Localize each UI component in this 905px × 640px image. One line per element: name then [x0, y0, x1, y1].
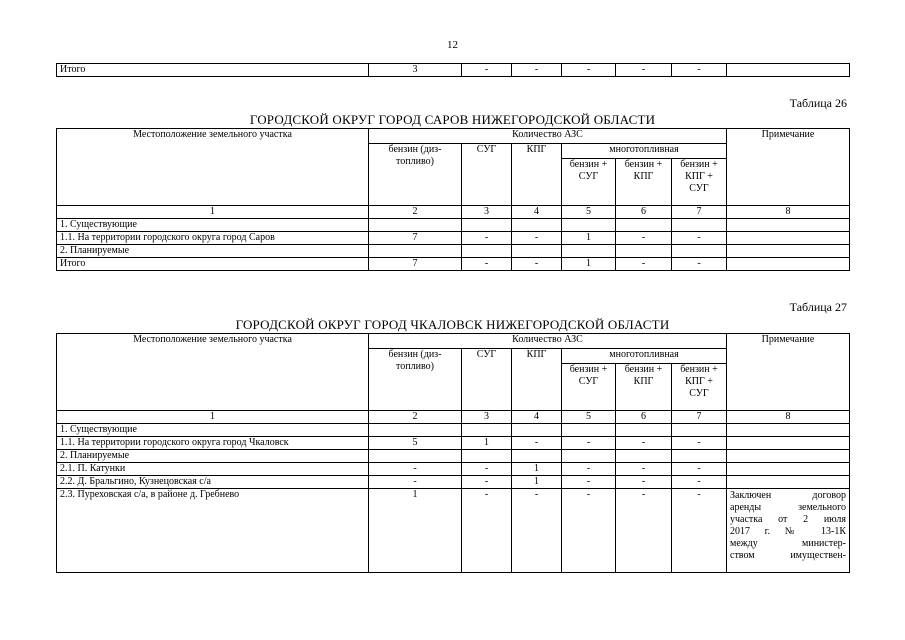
note-line: между министер- [730, 538, 846, 549]
cell: - [462, 476, 512, 489]
cell: - [672, 232, 727, 245]
cell [462, 219, 512, 232]
cell [512, 245, 562, 258]
header-note: Примечание [727, 129, 850, 206]
table-row [57, 476, 850, 489]
cell [512, 219, 562, 232]
cell: - [512, 489, 562, 573]
table-row [57, 437, 850, 450]
cell: - [672, 476, 727, 489]
cell: - [616, 437, 672, 450]
cell [727, 258, 850, 271]
header-petrol: бензин (диз-топливо) [369, 144, 462, 206]
column-number: 8 [727, 206, 850, 219]
cell [672, 219, 727, 232]
cell: 1 [512, 463, 562, 476]
cell: 1 [562, 258, 616, 271]
column-number: 7 [672, 206, 727, 219]
cell [616, 245, 672, 258]
cell [727, 64, 850, 77]
table-row [57, 424, 850, 437]
cell [369, 424, 462, 437]
cell: - [512, 232, 562, 245]
cell [672, 450, 727, 463]
cell [727, 450, 850, 463]
cell: 7 [369, 232, 462, 245]
header-sug: СУГ [462, 349, 512, 411]
cell [727, 424, 850, 437]
cell [512, 424, 562, 437]
row-label: 1.1. На территории городского округа город Чкаловск [57, 437, 369, 450]
table-26-caption: Таблица 26 [789, 96, 847, 110]
cell: - [616, 232, 672, 245]
cell: - [512, 437, 562, 450]
table-26 [56, 128, 850, 271]
cell: - [672, 437, 727, 450]
column-number: 6 [616, 206, 672, 219]
cell [462, 424, 512, 437]
cell: - [616, 463, 672, 476]
table-row [57, 232, 850, 245]
column-number: 3 [462, 206, 512, 219]
cell: - [562, 437, 616, 450]
cell [369, 219, 462, 232]
header-multi-b: бензин + КПГ [616, 364, 672, 411]
cell: - [512, 64, 562, 77]
header-petrol: бензин (диз-топливо) [369, 349, 462, 411]
table-27-title: ГОРОДСКОЙ ОКРУГ ГОРОД ЧКАЛОВСК НИЖЕГОРОДСКОЙ ОБЛАСТИ [235, 317, 670, 332]
table-row [57, 245, 850, 258]
column-number: 4 [512, 206, 562, 219]
cell [672, 424, 727, 437]
header-count: Количество АЗС [369, 129, 727, 144]
cell [727, 232, 850, 245]
cell: - [616, 64, 672, 77]
cell: 5 [369, 437, 462, 450]
cell [727, 463, 850, 476]
note-line: ством имуществен- [730, 550, 846, 561]
header-row [57, 129, 850, 144]
cell [727, 219, 850, 232]
cell: 3 [369, 64, 462, 77]
cell [562, 450, 616, 463]
header-multi-c: бензин + КПГ + СУГ [672, 159, 727, 206]
cell [369, 245, 462, 258]
row-label: 1. Существующие [57, 424, 369, 437]
cell: - [462, 232, 512, 245]
row-label: 2. Планируемые [57, 450, 369, 463]
header-location: Местоположение земельного участка [57, 129, 369, 206]
column-numbers-row [57, 411, 850, 424]
column-number: 1 [57, 206, 369, 219]
cell: - [562, 489, 616, 573]
cell: - [462, 258, 512, 271]
header-multi-a: бензин + СУГ [562, 364, 616, 411]
column-number: 1 [57, 411, 369, 424]
header-row [57, 334, 850, 349]
cell: - [616, 476, 672, 489]
header-count: Количество АЗС [369, 334, 727, 349]
cell [462, 245, 512, 258]
cell: - [562, 463, 616, 476]
column-number: 8 [727, 411, 850, 424]
table-row [57, 463, 850, 476]
row-label: 2.1. П. Катунки [57, 463, 369, 476]
cell [616, 219, 672, 232]
cell: - [562, 64, 616, 77]
header-kpg: КПГ [512, 144, 562, 206]
header-multi: многотопливная [562, 349, 727, 364]
column-number: 2 [369, 206, 462, 219]
table-row [57, 450, 850, 463]
cell: - [462, 64, 512, 77]
cell [562, 219, 616, 232]
header-multi-c: бензин + КПГ + СУГ [672, 364, 727, 411]
table-row [57, 64, 850, 77]
note-line: 2017 г. № 13-1К [730, 526, 846, 537]
row-label: Итого [57, 258, 369, 271]
cell: 1 [512, 476, 562, 489]
column-number: 5 [562, 206, 616, 219]
table-26-title: ГОРОДСКОЙ ОКРУГ ГОРОД САРОВ НИЖЕГОРОДСКОЙ ОБЛАСТИ [249, 112, 656, 127]
cell [616, 424, 672, 437]
cell [672, 245, 727, 258]
cell [727, 476, 850, 489]
row-label: Итого [57, 64, 369, 77]
cell: 1 [369, 489, 462, 573]
header-kpg: КПГ [512, 349, 562, 411]
column-number: 3 [462, 411, 512, 424]
cell [616, 450, 672, 463]
cell: - [369, 463, 462, 476]
cell: - [462, 489, 512, 573]
column-number: 6 [616, 411, 672, 424]
cell: - [672, 258, 727, 271]
header-location: Местоположение земельного участка [57, 334, 369, 411]
cell: - [562, 476, 616, 489]
cell: - [672, 64, 727, 77]
cell: - [616, 489, 672, 573]
cell: - [616, 258, 672, 271]
cell [462, 450, 512, 463]
top-total-table [56, 63, 850, 77]
cell [562, 245, 616, 258]
cell: 1 [462, 437, 512, 450]
column-number: 4 [512, 411, 562, 424]
cell: - [672, 463, 727, 476]
note-cell [727, 489, 850, 573]
cell [369, 450, 462, 463]
row-label: 1. Существующие [57, 219, 369, 232]
cell: - [512, 258, 562, 271]
row-label: 1.1. На территории городского округа город Саров [57, 232, 369, 245]
cell [727, 245, 850, 258]
cell: 1 [562, 232, 616, 245]
cell [562, 424, 616, 437]
cell [512, 450, 562, 463]
table-row [57, 258, 850, 271]
table-row [57, 219, 850, 232]
column-number: 5 [562, 411, 616, 424]
cell: - [462, 463, 512, 476]
column-number: 7 [672, 411, 727, 424]
cell: - [369, 476, 462, 489]
row-label: 2. Планируемые [57, 245, 369, 258]
header-multi-a: бензин + СУГ [562, 159, 616, 206]
cell: 7 [369, 258, 462, 271]
header-sug: СУГ [462, 144, 512, 206]
header-note: Примечание [727, 334, 850, 411]
column-number: 2 [369, 411, 462, 424]
cell [727, 437, 850, 450]
page-number: 12 [447, 39, 458, 51]
note-line: Заключен договор [730, 490, 846, 501]
header-multi-b: бензин + КПГ [616, 159, 672, 206]
table-row [57, 489, 850, 573]
header-multi: многотопливная [562, 144, 727, 159]
note-line: аренды земельного [730, 502, 846, 513]
row-label: 2.2. Д. Бральгино, Кузнецовская с/а [57, 476, 369, 489]
column-numbers-row [57, 206, 850, 219]
table-27 [56, 333, 850, 573]
row-label: 2.3. Пуреховская с/а, в районе д. Гребнево [57, 489, 369, 573]
table-27-caption: Таблица 27 [789, 300, 847, 314]
cell: - [672, 489, 727, 573]
note-line: участка от 2 июля [730, 514, 846, 525]
